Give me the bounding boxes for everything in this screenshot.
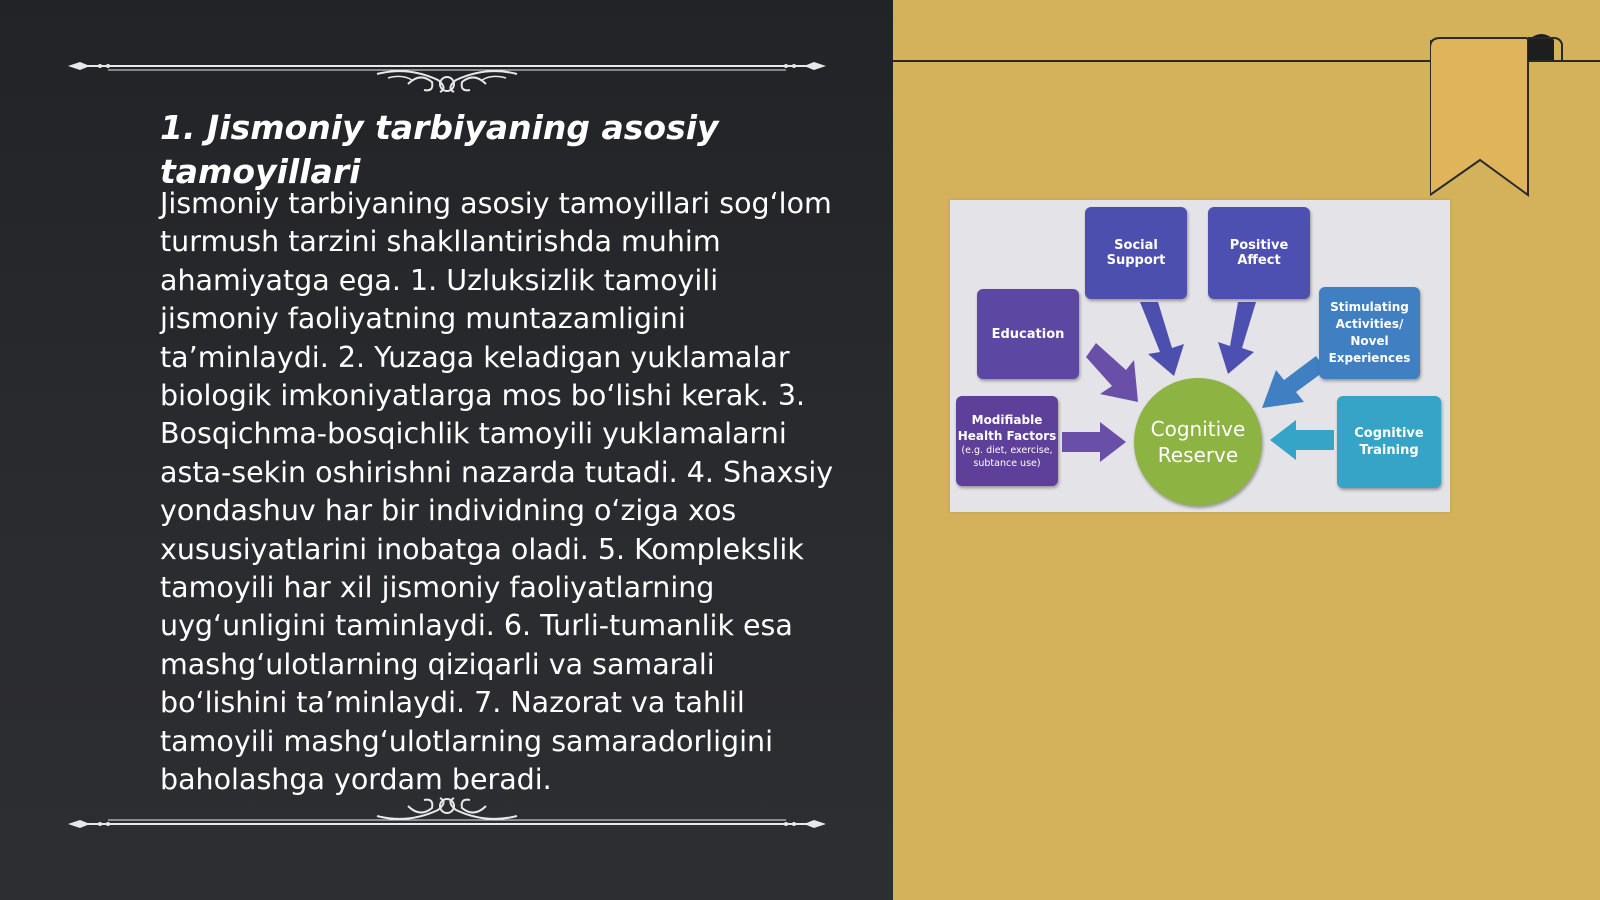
node-modifiable-label: Modifiable Health Factors (957, 413, 1057, 443)
node-cognitive-reserve-label: Cognitive Reserve (1150, 417, 1246, 467)
arrow-education-icon (1086, 343, 1138, 402)
node-education (977, 289, 1079, 379)
node-cognitive-reserve (1134, 378, 1262, 506)
arrow-social-support-icon (1140, 302, 1184, 376)
arrow-cognitive-training-icon (1270, 420, 1334, 460)
node-stimulating-label: Stimulating Activities/ Novel Experiences (1328, 300, 1411, 365)
node-modifiable-sublabel: (e.g. diet, exercise, subtance use) (961, 445, 1053, 469)
arrow-positive-affect-icon (1218, 302, 1256, 374)
node-cognitive-training-label: Cognitive Training (1354, 426, 1424, 458)
bookmark-ribbon-icon (1430, 0, 1600, 200)
node-social-support (1085, 207, 1187, 299)
node-positive-affect-label: Positive Affect (1229, 238, 1289, 268)
node-positive-affect (1208, 207, 1310, 299)
node-social-support-label: Social Support (1106, 238, 1166, 268)
node-education-label: Education (991, 326, 1065, 342)
arrow-modifiable-icon (1062, 422, 1126, 462)
slide-body-text: Jismoniy tarbiyaning asosiy tamoyillari sog‘lom turmush tarzini shakllantirishda muhim ahamiyatga ega. 1. Uzluksizlik tamoyili jismoniy faoliyatning muntazamligini ta’minlaydi. 2. Yuzaga keladigan yuklamalar biologik imkoniyatlarga mos bo‘lishi kerak. 3. Bosqichma-bosqichlik tamoyili yuklamalarni asta-sekin oshirishni nazarda tutadi. 4. Shaxsiy yondashuv har bir individning o‘ziga xos xususiyatlarini inobatga oladi. 5. Komplekslik tamoyili har xil jismoniy faoliyatlarning uyg‘unligini taminlaydi. 6. Turli-tumanlik esa mashg‘ulotlarning qiziqarli va samarali bo‘lishini ta’minlaydi. 7. Nazorat va tahlil tamoyili mashg‘ulotlarning samaradorligini baholashga yordam beradi. (160, 187, 834, 797)
ornament-top-flourish-icon (68, 44, 826, 94)
node-stimulating-activities (1319, 287, 1420, 379)
node-modifiable-health-factors (956, 396, 1058, 486)
arrow-stimulating-icon (1262, 356, 1326, 408)
node-cognitive-training (1337, 396, 1441, 488)
slide-title: 1. Jismoniy tarbiyaning asosiy tamoyillari (160, 108, 719, 191)
cognitive-reserve-diagram (950, 200, 1450, 512)
